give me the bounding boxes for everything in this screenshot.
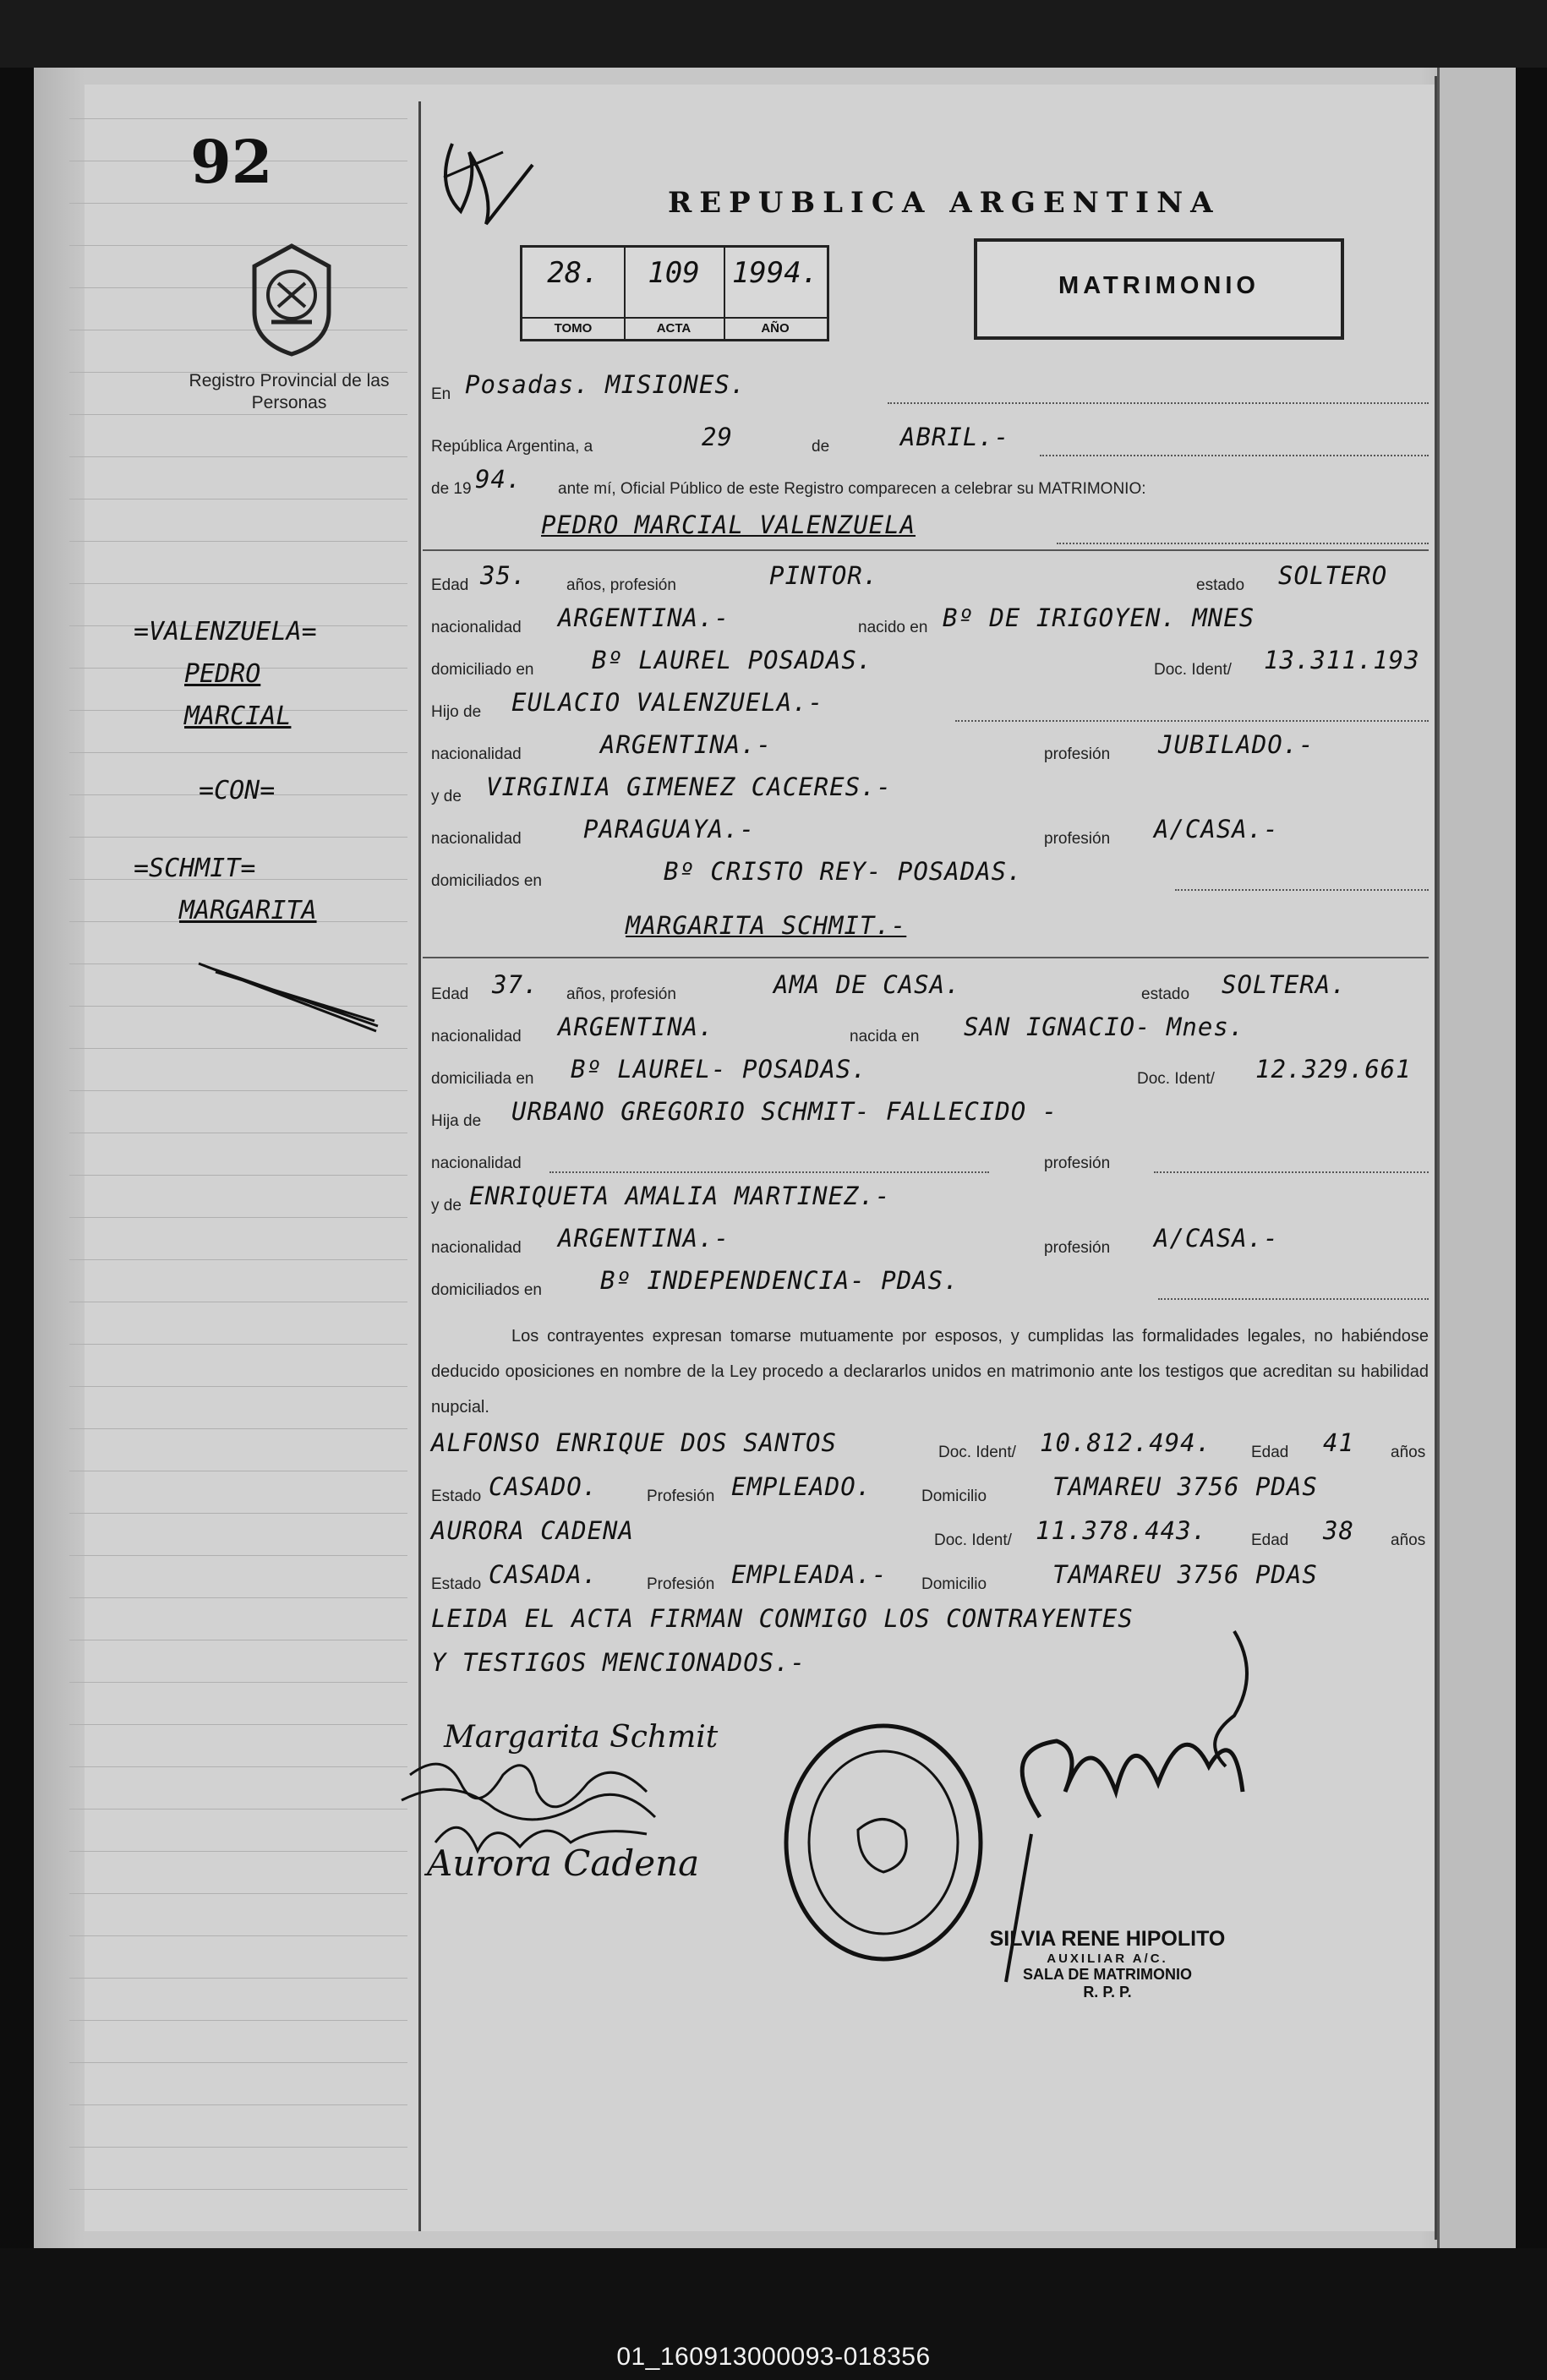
groom-address-line: [431, 646, 1429, 681]
footer-caption: 01_160913000093-018356: [616, 2343, 931, 2371]
ruled-line: [69, 245, 407, 246]
ruled-line: [69, 752, 407, 753]
groom-parents-address: Bº CRISTO REY- POSADAS.: [664, 857, 1023, 886]
place-value: Posadas. MISIONES.: [465, 370, 746, 399]
witness1-name: ALFONSO ENRIQUE DOS SANTOS: [431, 1428, 837, 1457]
day-value: 29: [702, 423, 733, 451]
ano-cell: [724, 248, 827, 339]
domicilio-label: domiciliado en: [431, 661, 534, 679]
fill-line: [1040, 455, 1429, 456]
bride-mother-line: [431, 1182, 1429, 1217]
en-label: En: [431, 385, 451, 403]
ruled-line: [69, 1809, 407, 1810]
ruled-line: [69, 837, 407, 838]
bride-father-line: [431, 1097, 1429, 1133]
nacionalidad-label: nacionalidad: [431, 830, 522, 848]
profesion-label: profesión: [1044, 830, 1111, 848]
domicilio-label: Domicilio: [921, 1488, 987, 1505]
acta-value: 109: [648, 256, 700, 290]
nacionalidad-label: nacionalidad: [431, 619, 522, 636]
ruled-line: [69, 1597, 407, 1598]
next-page-edge: [1437, 68, 1516, 2265]
republica-label: República Argentina, a: [431, 438, 593, 456]
margin-bride-surname: =SCHMIT=: [134, 854, 256, 883]
bride-age: 37.: [492, 970, 539, 999]
closing-text-1: LEIDA EL ACTA FIRMAN CONMIGO LOS CONTRAYENTES: [431, 1604, 1134, 1633]
country-title: REPUBLICA ARGENTINA: [668, 186, 1221, 220]
margin-groom-surname: =VALENZUELA=: [134, 617, 317, 647]
groom-profession: PINTOR.: [769, 561, 879, 590]
groom-father-line: [431, 688, 1429, 723]
groom-mother-details-line: [431, 815, 1429, 850]
groom-father-details-line: [431, 730, 1429, 766]
ruled-line: [69, 203, 407, 204]
fill-line: [1175, 889, 1429, 891]
officer-office: SALA DE MATRIMONIO: [1023, 1966, 1192, 1983]
groom-name-line: [431, 510, 1429, 546]
doc-label: Doc. Ident/: [1154, 661, 1232, 679]
ruled-line: [69, 1217, 407, 1218]
closing-line-2: [431, 1648, 1429, 1684]
groom-father-nationality: ARGENTINA.-: [600, 730, 773, 759]
witness1-profession: EMPLEADO.: [731, 1472, 872, 1501]
date-line: [431, 423, 1429, 458]
bride-profession: AMA DE CASA.: [774, 970, 961, 999]
registry-office-name: Registro Provincial de las Personas: [189, 371, 390, 412]
profesion-label: Profesión: [647, 1488, 715, 1505]
doc-label: Doc. Ident/: [938, 1444, 1016, 1461]
ruled-line: [69, 1682, 407, 1683]
year-line: [431, 465, 1429, 500]
margin-strike-lines: [190, 955, 385, 1040]
ruled-line: [69, 2104, 407, 2105]
official-seal-stamp: [778, 1720, 989, 1965]
witness1-age: 41: [1323, 1428, 1354, 1457]
acta-cell: [624, 248, 725, 339]
ruled-line: [69, 1766, 407, 1767]
groom-nationality-line: [431, 603, 1429, 639]
padres-dom-label: domiciliados en: [431, 1281, 542, 1299]
bride-nationality: ARGENTINA.: [558, 1013, 714, 1041]
ruled-line: [69, 1259, 407, 1260]
witness2-line: [431, 1516, 1429, 1552]
scan-border-top: [0, 0, 1547, 68]
ruled-line: [69, 1935, 407, 1936]
margin-groom-given-1: PEDRO: [184, 659, 261, 689]
bride-nationality-line: [431, 1013, 1429, 1048]
record-type-box: [974, 238, 1344, 340]
bride-address: Bº LAUREL- POSADAS.: [571, 1055, 867, 1084]
yde-label: y de: [431, 788, 462, 805]
profesion-label: Profesión: [647, 1575, 715, 1593]
groom-age-line: [431, 561, 1429, 597]
nacionalidad-label: nacionalidad: [431, 1155, 522, 1172]
officer-unit: R. P. P.: [1083, 1984, 1132, 2001]
bride-parents-address-line: [431, 1266, 1429, 1302]
anos-label: años: [1391, 1531, 1426, 1549]
margin-divider: [418, 101, 421, 2231]
ruled-line: [69, 1428, 407, 1429]
bride-name-line: [431, 911, 1429, 947]
witness2-doc: 11.378.443.: [1036, 1516, 1208, 1545]
tomo-value: 28.: [547, 256, 599, 290]
ruled-line: [69, 2189, 407, 2190]
groom-status: SOLTERO: [1278, 561, 1388, 590]
registration-box: [520, 245, 829, 341]
place-line: [431, 370, 1429, 406]
record-type: MATRIMONIO: [1058, 272, 1260, 299]
ruled-line: [69, 1513, 407, 1514]
fill-line: [1158, 1298, 1429, 1300]
bride-mother-nationality: ARGENTINA.-: [558, 1224, 730, 1253]
domicilio-label: Domicilio: [921, 1575, 987, 1593]
profesion-label: profesión: [1044, 1239, 1111, 1257]
doc-label: Doc. Ident/: [1137, 1070, 1215, 1088]
right-border: [1435, 76, 1437, 2240]
bride-name: MARGARITA SCHMIT.-: [626, 911, 907, 940]
closing-text-2: Y TESTIGOS MENCIONADOS.-: [431, 1648, 806, 1677]
bride-age-line: [431, 970, 1429, 1006]
witness2-details-line: [431, 1560, 1429, 1596]
bride-address-line: [431, 1055, 1429, 1090]
nacionalidad-label: nacionalidad: [431, 1028, 522, 1045]
bride-father-details-line: [431, 1139, 1429, 1175]
nacido-label: nacido en: [858, 619, 928, 636]
nacionalidad-label: nacionalidad: [431, 745, 522, 763]
ruled-line: [69, 1048, 407, 1049]
year-value: 94.: [475, 465, 522, 494]
section-divider: [423, 957, 1429, 958]
witness1-address: TAMAREU 3756 PDAS: [1052, 1472, 1318, 1501]
witness1-doc: 10.812.494.: [1040, 1428, 1212, 1457]
groom-mother-nationality: PARAGUAYA.-: [583, 815, 756, 843]
witness2-status: CASADA.: [489, 1560, 599, 1589]
hija-label: Hija de: [431, 1112, 482, 1130]
edad-label: Edad: [431, 985, 469, 1003]
officer-title: AUXILIAR A/C.: [1047, 1951, 1168, 1966]
officer-block: [964, 1927, 1251, 2001]
edad-label: Edad: [1251, 1444, 1289, 1461]
witness2-signature: Aurora Cadena: [427, 1842, 700, 1884]
bride-mother-profession: A/CASA.-: [1154, 1224, 1279, 1253]
ruled-line: [69, 1724, 407, 1725]
initials-mark: [427, 127, 545, 237]
profesion-label: profesión: [1044, 745, 1111, 763]
ruled-line: [69, 287, 407, 288]
ruled-line: [69, 1175, 407, 1176]
margin-bride-given: MARGARITA: [179, 896, 317, 925]
fill-line: [888, 402, 1429, 404]
ruled-line: [69, 1090, 407, 1091]
tomo-cell: [522, 248, 626, 339]
groom-mother-profession: A/CASA.-: [1154, 815, 1279, 843]
year-prefix: de 19: [431, 480, 472, 498]
groom-address: Bº LAUREL POSADAS.: [592, 646, 873, 674]
witness2-age: 38: [1323, 1516, 1354, 1545]
doc-label: Doc. Ident/: [934, 1531, 1012, 1549]
groom-father-profession: JUBILADO.-: [1158, 730, 1315, 759]
fill-line: [1154, 1171, 1429, 1173]
margin-groom-given-2: MARCIAL: [184, 701, 292, 731]
witness1-details-line: [431, 1472, 1429, 1508]
groom-father: EULACIO VALENZUELA.-: [511, 688, 824, 717]
bride-mother-details-line: [431, 1224, 1429, 1259]
ruled-line: [69, 1978, 407, 1979]
officer-name: SILVIA RENE HIPOLITO: [989, 1927, 1226, 1951]
ano-label: AÑO: [724, 317, 827, 336]
section-divider: [423, 549, 1429, 551]
ruled-line: [69, 1386, 407, 1387]
groom-name: PEDRO MARCIAL VALENZUELA: [541, 510, 916, 539]
nacionalidad-label: nacionalidad: [431, 1239, 522, 1257]
de-label: de: [812, 438, 830, 456]
yde-label: y de: [431, 1197, 462, 1215]
margin-connector: =CON=: [199, 776, 276, 805]
nacida-label: nacida en: [850, 1028, 920, 1045]
bride-parents-address: Bº INDEPENDENCIA- PDAS.: [600, 1266, 959, 1295]
estado-label: estado: [1141, 985, 1190, 1003]
anos-label: años: [1391, 1444, 1426, 1461]
declaration-text: Los contrayentes expresan tomarse mutuamente por esposos, y cumplidas las formalidades legales, no habiéndose deducido oposiciones en nombre de la Ley procedo a declararlos unidos en matrimonio ante los testigos que acreditan su habilidad nupcial.: [431, 1327, 1429, 1417]
ruled-line: [69, 1344, 407, 1345]
witness2-profession: EMPLEADA.-: [731, 1560, 888, 1589]
ruled-line: [69, 2020, 407, 2021]
ante-text: ante mí, Oficial Público de este Registro comparecen a celebrar su MATRIMONIO:: [558, 480, 1146, 498]
estado-label: Estado: [431, 1488, 482, 1505]
groom-doc: 13.311.193: [1264, 646, 1420, 674]
ruled-line: [69, 1893, 407, 1894]
ano-value: 1994.: [731, 256, 819, 290]
estado-label: Estado: [431, 1575, 482, 1593]
bride-status: SOLTERA.: [1222, 970, 1347, 999]
fill-line: [549, 1171, 989, 1173]
witness1-status: CASADO.: [489, 1472, 599, 1501]
witness2-address: TAMAREU 3756 PDAS: [1052, 1560, 1318, 1589]
ruled-line: [69, 541, 407, 542]
hijo-label: Hijo de: [431, 703, 482, 721]
ruled-line: [69, 456, 407, 457]
page-number: 92: [190, 127, 273, 197]
tomo-label: TOMO: [522, 317, 624, 336]
groom-age: 35.: [480, 561, 528, 590]
groom-birthplace: Bº DE IRIGOYEN. MNES: [943, 603, 1255, 632]
witness2-name: AURORA CADENA: [431, 1516, 634, 1545]
bride-mother: ENRIQUETA AMALIA MARTINEZ.-: [469, 1182, 891, 1210]
edad-label: Edad: [431, 576, 469, 594]
profesion-label: profesión: [1044, 1155, 1111, 1172]
fill-line: [1057, 543, 1429, 544]
ruled-line: [69, 2062, 407, 2063]
estado-label: estado: [1196, 576, 1245, 594]
groom-mother: VIRGINIA GIMENEZ CACERES.-: [486, 772, 892, 801]
groom-mother-line: [431, 772, 1429, 808]
anos-profesion-label: años, profesión: [566, 985, 676, 1003]
bride-signature: Margarita Schmit: [444, 1720, 719, 1755]
witness1-line: [431, 1428, 1429, 1464]
ruled-line: [69, 583, 407, 584]
bride-birthplace: SAN IGNACIO- Mnes.: [964, 1013, 1245, 1041]
groom-parents-address-line: [431, 857, 1429, 892]
padres-dom-label: domiciliados en: [431, 872, 542, 890]
acta-label: ACTA: [624, 317, 724, 336]
groom-nationality: ARGENTINA.-: [558, 603, 730, 632]
ruled-line: [69, 118, 407, 119]
anos-profesion-label: años, profesión: [566, 576, 676, 594]
edad-label: Edad: [1251, 1531, 1289, 1549]
ruled-line: [69, 1555, 407, 1556]
provincial-crest-icon: [241, 241, 342, 359]
ruled-line: [69, 1851, 407, 1852]
closing-line-1: [431, 1604, 1429, 1640]
domicilio-label: domiciliada en: [431, 1070, 534, 1088]
month-value: ABRIL.-: [900, 423, 1010, 451]
ruled-line: [69, 414, 407, 415]
bride-father: URBANO GREGORIO SCHMIT- FALLECIDO -: [511, 1097, 1058, 1126]
fill-line: [955, 720, 1429, 722]
bride-doc: 12.329.661: [1255, 1055, 1412, 1084]
ruled-line: [69, 2147, 407, 2148]
